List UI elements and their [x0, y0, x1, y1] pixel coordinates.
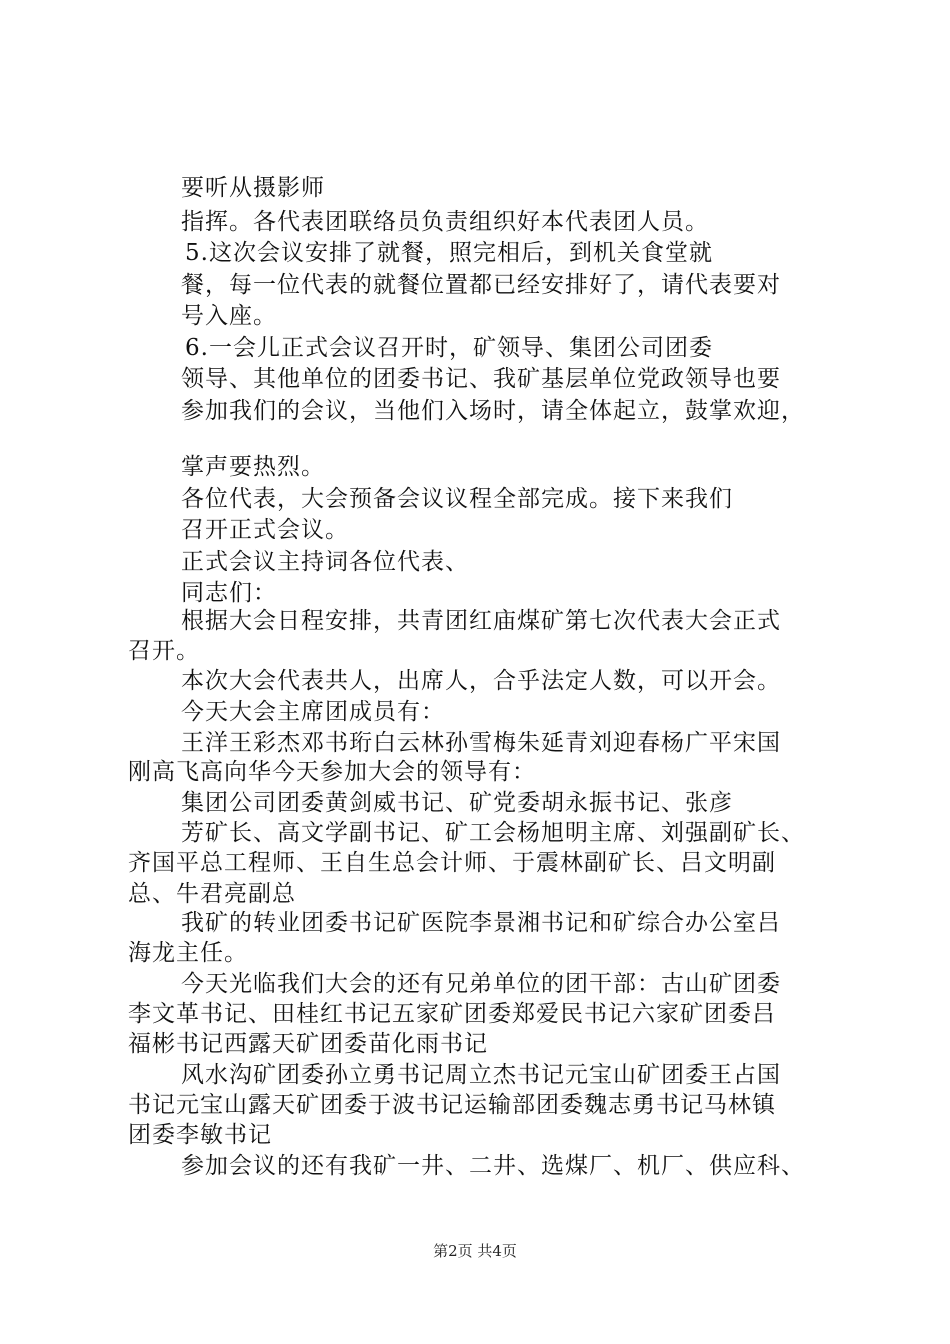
- text-line: 召开。: [128, 638, 200, 664]
- text-line: 团委李敏书记: [128, 1122, 272, 1148]
- text-line: 刚高飞高向华今天参加大会的领导有：: [128, 759, 536, 785]
- text-line: 餐，每一位代表的就餐位置都已经安排好了，请代表要对: [181, 272, 781, 298]
- text-line: 同志们：: [181, 580, 277, 606]
- text-line: 今天大会主席团成员有：: [181, 699, 445, 725]
- text-line: 领导、其他单位的团委书记、我矿基层单位党政领导也要: [181, 366, 781, 392]
- text-line: 号入座。: [181, 303, 277, 329]
- text-line: 王洋王彩杰邓书珩白云林孙雪梅朱延青刘迎春杨广平宋国: [181, 730, 781, 756]
- text-line: 各位代表，大会预备会议议程全部完成。接下来我们: [181, 486, 733, 512]
- text-line: 福彬书记西露天矿团委苗化雨书记: [128, 1031, 488, 1057]
- text-line: 6.一会儿正式会议召开时，矿领导、集团公司团委: [185, 335, 713, 361]
- text-line: 指挥。各代表团联络员负责组织好本代表团人员。: [181, 209, 709, 235]
- text-line: 正式会议主持词各位代表、: [181, 549, 469, 575]
- text-line: 风水沟矿团委孙立勇书记周立杰书记元宝山矿团委王占国: [181, 1062, 781, 1088]
- text-line: 召开正式会议。: [181, 517, 349, 543]
- text-line: 李文革书记、田桂红书记五家矿团委郑爱民书记六家矿团委吕: [128, 1001, 776, 1027]
- text-line: 集团公司团委黄剑威书记、矿党委胡永振书记、张彦: [181, 790, 733, 816]
- text-line: 海龙主任。: [128, 940, 248, 966]
- text-line: 芳矿长、高文学副书记、矿工会杨旭明主席、刘强副矿长、: [181, 820, 805, 846]
- text-line: 参加会议的还有我矿一井、二井、选煤厂、机厂、供应科、: [181, 1153, 805, 1179]
- text-line: 参加我们的会议，当他们入场时，请全体起立，鼓掌欢迎，: [181, 398, 805, 424]
- text-line: 本次大会代表共人，出席人，合乎法定人数，可以开会。: [181, 668, 781, 694]
- text-line: 我矿的转业团委书记矿医院李景湘书记和矿综合办公室吕: [181, 910, 781, 936]
- text-line: 书记元宝山露天矿团委于波书记运输部团委魏志勇书记马林镇: [128, 1092, 776, 1118]
- text-line: 要听从摄影师: [181, 175, 325, 201]
- page-number: 第2页 共4页: [433, 1242, 517, 1260]
- text-line: 总、牛君亮副总: [128, 881, 296, 907]
- text-line: 齐国平总工程师、王自生总会计师、于震林副矿长、吕文明副: [128, 850, 776, 876]
- text-line: 根据大会日程安排，共青团红庙煤矿第七次代表大会正式: [181, 608, 781, 634]
- text-line: 5.这次会议安排了就餐，照完相后，到机关食堂就: [185, 240, 713, 266]
- text-line: 掌声要热烈。: [181, 454, 325, 480]
- text-line: 今天光临我们大会的还有兄弟单位的团干部：古山矿团委: [181, 971, 781, 997]
